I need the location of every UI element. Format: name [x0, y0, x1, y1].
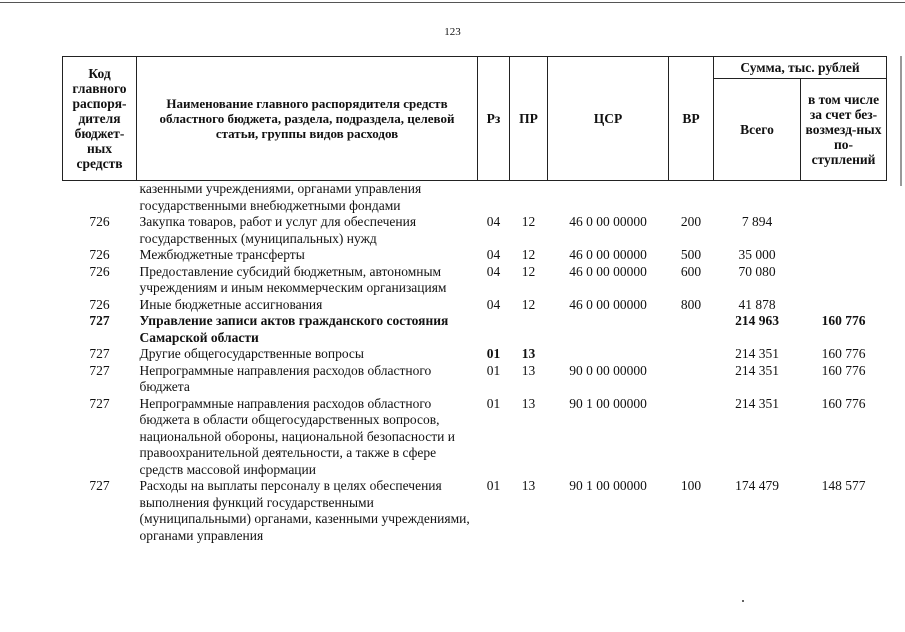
table-row	[63, 478, 887, 544]
cell-name: Управление записи актов гражданского состояния Самарской области	[139, 313, 449, 345]
table-row	[63, 346, 887, 363]
cell-rz: 01	[486, 395, 501, 411]
scan-dot	[742, 600, 744, 602]
cell-vr	[669, 396, 714, 479]
header-code: Код главного распоря-дителя бюджет-ных средств	[63, 57, 137, 181]
cell-rz: 04	[486, 247, 501, 262]
cell-total: 70 080	[738, 263, 776, 279]
cell-free	[801, 214, 887, 247]
cell-total: 41 878	[738, 296, 776, 312]
cell-free	[801, 181, 887, 215]
header-rz: Рз	[478, 57, 510, 181]
header-total: Всего	[714, 79, 801, 181]
cell-csr: 46 0 00 00000	[569, 296, 647, 312]
cell-csr	[548, 313, 669, 346]
cell-name: Непрограммные направления расходов областного бюджета	[139, 362, 432, 394]
header-name: Наименование главного распорядителя средств областного бюджета, раздела, подраздела, целевой статьи, группы видов расходов	[137, 57, 478, 181]
cell-code: 726	[89, 263, 110, 279]
cell-csr: 90 1 00 00000	[569, 395, 647, 411]
cell-total: 7 894	[741, 214, 773, 229]
cell-free	[801, 297, 887, 314]
budget-table	[62, 56, 887, 544]
cell-code: 727	[89, 395, 110, 411]
cell-code: 726	[89, 247, 110, 262]
table-row	[63, 297, 887, 314]
cell-name: казенными учреждениями, органами управления государственными внебюджетными фондами	[139, 181, 422, 213]
header-csr: ЦСР	[548, 57, 669, 181]
cell-total: 214 351	[735, 362, 779, 378]
cell-vr: 800	[680, 296, 702, 312]
cell-pr: 12	[521, 247, 536, 262]
cell-name: Закупка товаров, работ и услуг для обеспечения государственных (муниципальных) нужд	[139, 214, 417, 246]
cell-vr	[669, 313, 714, 346]
scan-edge-mark	[900, 56, 904, 186]
cell-total	[714, 181, 801, 215]
top-rule	[0, 2, 905, 3]
cell-vr	[669, 346, 714, 363]
cell-total: 214 351	[735, 395, 779, 411]
cell-csr: 46 0 00 00000	[569, 247, 647, 262]
cell-code: 726	[89, 296, 110, 312]
table-row	[63, 181, 887, 215]
cell-vr	[669, 181, 714, 215]
cell-csr: 46 0 00 00000	[569, 214, 647, 229]
cell-csr: 90 1 00 00000	[569, 478, 647, 493]
cell-pr: 13	[521, 346, 536, 361]
table-header	[63, 57, 887, 181]
table-row	[63, 214, 887, 247]
cell-free: 148 577	[821, 478, 866, 493]
cell-pr: 13	[521, 362, 536, 378]
cell-pr: 13	[521, 478, 536, 493]
cell-code: 727	[89, 362, 110, 378]
cell-vr: 600	[680, 263, 702, 279]
cell-name: Непрограммные направления расходов областного бюджета в области общегосударственных вопросов, национальной обороны, национальной безопасности и правоохранительной деятельности, а также в сфере средств массовой информации	[139, 395, 455, 477]
table-row	[63, 313, 887, 346]
table-row	[63, 363, 887, 396]
cell-csr: 46 0 00 00000	[569, 263, 647, 279]
cell-csr	[548, 181, 669, 215]
cell-name: Расходы на выплаты персоналу в целях обеспечения выполнения функций государственными (муниципальными) органами, казенными учреждениями, органами управления	[139, 478, 470, 543]
cell-pr: 12	[521, 296, 536, 312]
cell-vr: 100	[680, 478, 702, 493]
cell-rz: 01	[486, 478, 501, 493]
cell-rz: 04	[486, 263, 501, 279]
cell-rz	[478, 313, 510, 346]
cell-code: 727	[89, 478, 110, 493]
header-vr: ВР	[669, 57, 714, 181]
cell-total: 174 479	[735, 478, 779, 493]
table-row	[63, 264, 887, 297]
table-row	[63, 247, 887, 264]
cell-name: Предоставление субсидий бюджетным, автономным учреждениям и иным некоммерческим организациям	[139, 263, 447, 295]
cell-pr: 12	[521, 263, 536, 279]
cell-pr: 13	[521, 395, 536, 411]
cell-pr: 12	[521, 214, 536, 229]
cell-code: 727	[89, 313, 110, 328]
cell-pr	[510, 181, 548, 215]
cell-code	[63, 181, 137, 215]
cell-vr: 500	[680, 247, 702, 262]
cell-rz: 04	[486, 214, 501, 229]
cell-rz: 04	[486, 296, 501, 312]
table-body	[63, 181, 887, 545]
cell-total: 214 963	[735, 313, 779, 328]
cell-total: 35 000	[738, 247, 776, 262]
header-sum-group: Сумма, тыс. рублей	[714, 57, 887, 79]
cell-free: 160 776	[821, 313, 866, 328]
cell-rz: 01	[486, 362, 501, 378]
cell-free	[801, 247, 887, 264]
table-row	[63, 396, 887, 479]
cell-code: 727	[89, 346, 110, 361]
page-number: 123	[444, 26, 461, 38]
cell-pr	[510, 313, 548, 346]
cell-code: 726	[89, 214, 110, 229]
cell-vr: 200	[680, 214, 702, 229]
header-free-receipts: в том числе за счет без-возмезд-ных по-ступлений	[801, 79, 887, 181]
cell-csr	[548, 346, 669, 363]
cell-vr	[669, 363, 714, 396]
cell-total: 214 351	[735, 346, 779, 361]
cell-free	[801, 264, 887, 297]
cell-free: 160 776	[821, 346, 866, 361]
cell-rz: 01	[486, 346, 501, 361]
cell-rz	[478, 181, 510, 215]
cell-free: 160 776	[821, 362, 866, 378]
cell-name: Иные бюджетные ассигнования	[139, 296, 323, 312]
cell-csr: 90 0 00 00000	[569, 362, 647, 378]
cell-free: 160 776	[821, 395, 866, 411]
header-pr: ПР	[510, 57, 548, 181]
cell-name: Другие общегосударственные вопросы	[139, 346, 364, 361]
cell-name: Межбюджетные трансферты	[139, 247, 305, 262]
